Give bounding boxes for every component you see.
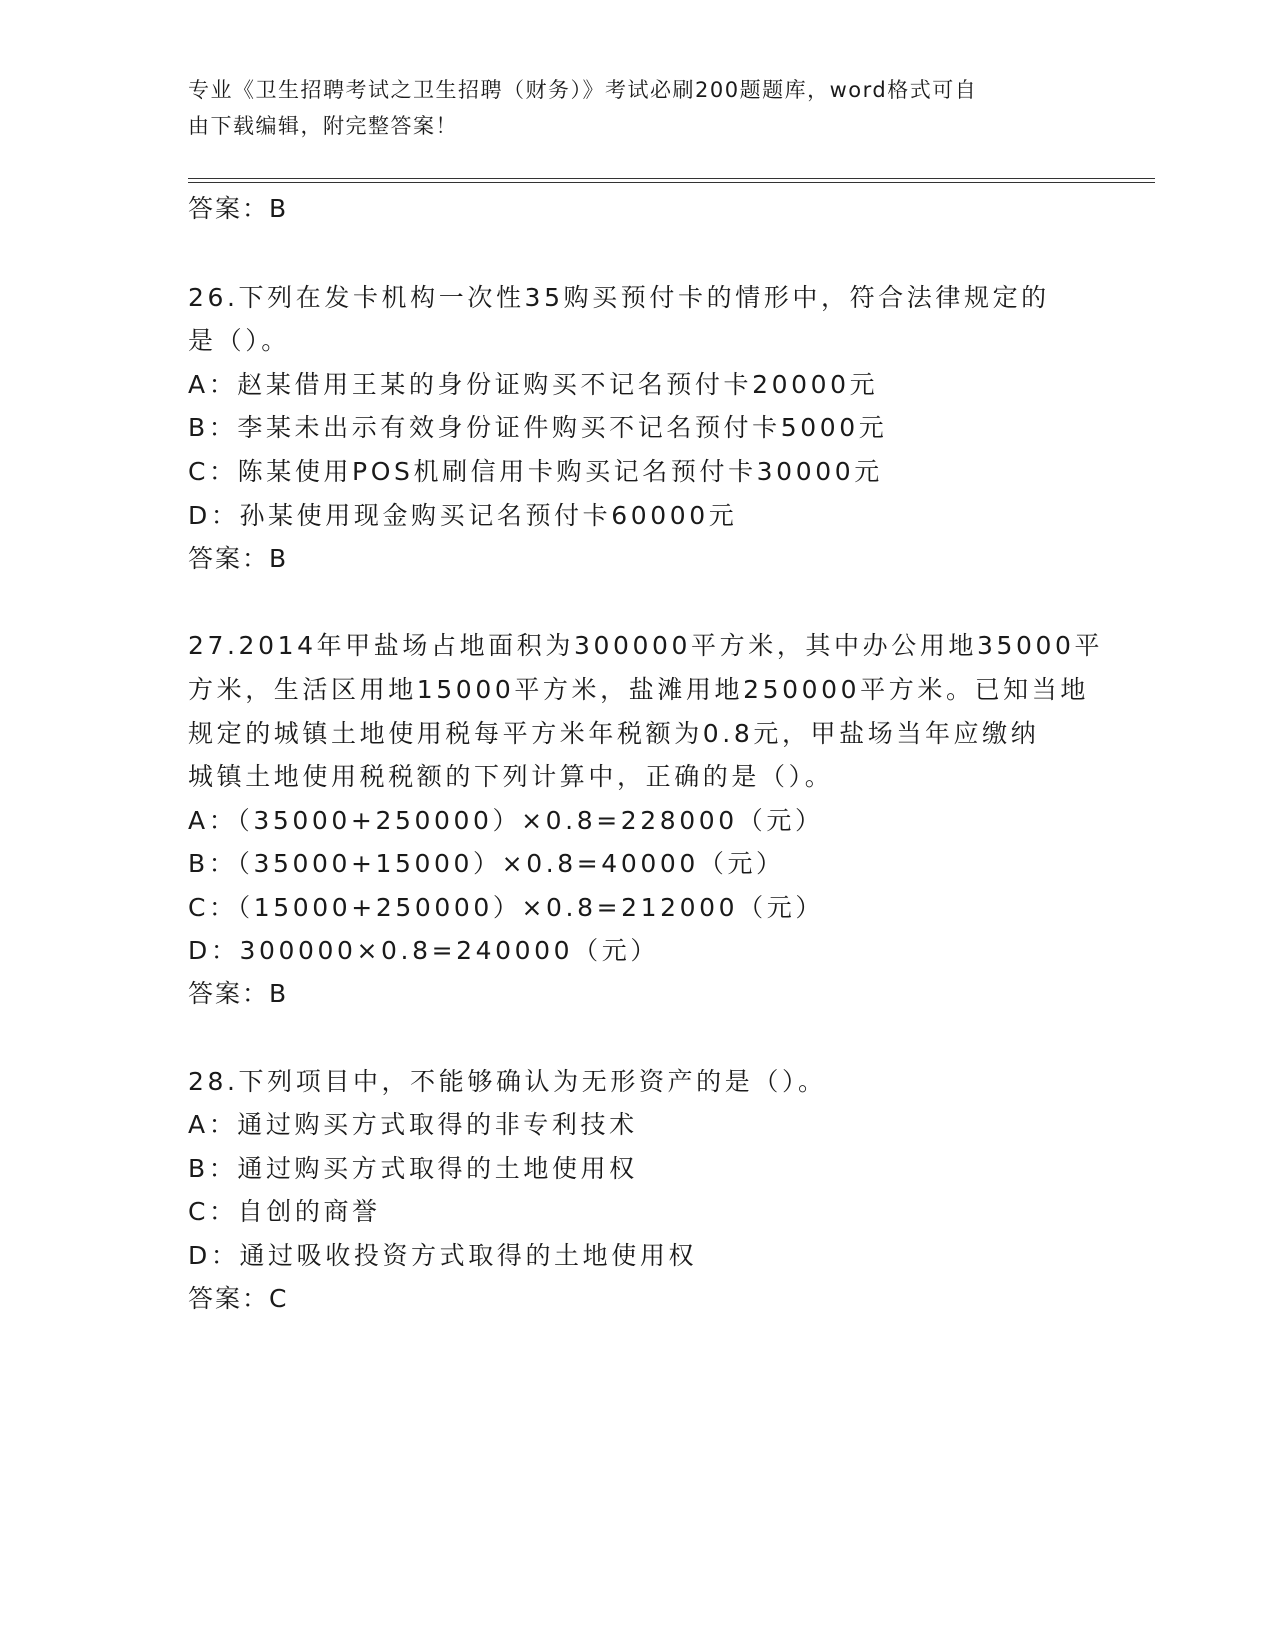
document-header: [188, 72, 1068, 144]
prev-answer: 答案：B: [188, 194, 289, 223]
q28-option-a: A：通过购买方式取得的非专利技术: [188, 1110, 638, 1139]
q27-answer: 答案：B: [188, 979, 289, 1008]
q26-stem-line-1: 26.下列在发卡机构一次性35购买预付卡的情形中，符合法律规定的: [188, 283, 1050, 312]
q27-stem-line-3: 规定的城镇土地使用税每平方米年税额为0.8元，甲盐场当年应缴纳: [188, 719, 1040, 748]
header-divider-bottom: [188, 182, 1155, 183]
q27-option-c: C：（15000+250000）×0.8=212000（元）: [188, 893, 824, 922]
q26-answer: 答案：B: [188, 544, 289, 573]
q26-option-c: C：陈某使用POS机刷信用卡购买记名预付卡30000元: [188, 457, 883, 486]
q27-option-d: D：300000×0.8=240000（元）: [188, 936, 659, 965]
q27-stem-line-1: 27.2014年甲盐场占地面积为300000平方米，其中办公用地35000平: [188, 631, 1104, 660]
header-divider-top: [188, 178, 1155, 179]
q26-option-d: D：孙某使用现金购买记名预付卡60000元: [188, 501, 738, 530]
q28-answer: 答案：C: [188, 1284, 289, 1313]
q26-option-b: B：李某未出示有效身份证件购买不记名预付卡5000元: [188, 413, 888, 442]
header-line-1: 专业《卫生招聘考试之卫生招聘（财务）》考试必刷200题题库，word格式可自: [188, 78, 978, 102]
q28-option-d: D：通过吸收投资方式取得的土地使用权: [188, 1241, 698, 1270]
q27-option-a: A：（35000+250000）×0.8=228000（元）: [188, 806, 824, 835]
q27-option-b: B：（35000+15000）×0.8=40000（元）: [188, 849, 785, 878]
q28-option-c: C：自创的商誉: [188, 1197, 381, 1226]
header-line-2: 由下载编辑，附完整答案！: [188, 114, 458, 138]
q26-stem-line-2: 是（）。: [188, 326, 290, 355]
q27-stem-line-2: 方米，生活区用地15000平方米，盐滩用地250000平方米。已知当地: [188, 675, 1089, 704]
q26-option-a: A：赵某借用王某的身份证购买不记名预付卡20000元: [188, 370, 879, 399]
q28-stem-line-1: 28.下列项目中，不能够确认为无形资产的是（）。: [188, 1067, 827, 1096]
q28-option-b: B：通过购买方式取得的土地使用权: [188, 1154, 638, 1183]
q27-stem-line-4: 城镇土地使用税税额的下列计算中，正确的是（）。: [188, 762, 834, 791]
